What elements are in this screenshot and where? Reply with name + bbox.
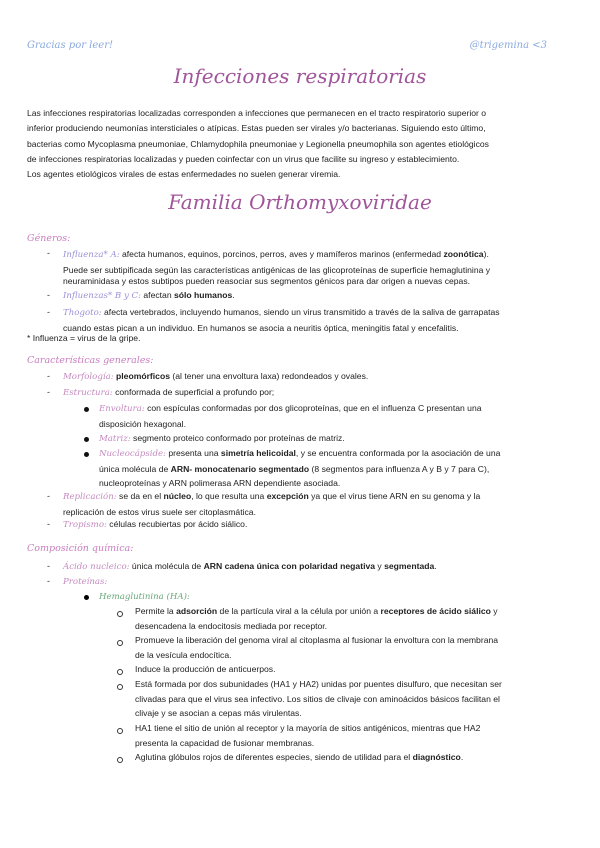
- intro-line: Las infecciones respiratorias localizadas corresponden a infecciones que permanecen en el tracto respiratorio superior o: [27, 108, 487, 118]
- circle-bullet: [117, 640, 123, 646]
- tropismo-label: Tropismo:: [63, 520, 107, 530]
- dash-bullet: -: [47, 387, 50, 397]
- header-left-note: Gracias por leer!: [27, 40, 114, 51]
- morfologia-label: Morfología:: [63, 372, 114, 382]
- acido-nucleico-item: Ácido nucleico: única molécula de ARN cadena única con polaridad negativa y segmentada.: [63, 561, 437, 572]
- intro-line: de infecciones respiratorias localizadas y pueden coinfectar con un virus que facilite su ingreso y establecimiento.: [27, 153, 460, 164]
- thogoto-item: Thogoto: afecta vertebrados, incluyendo humanos, siendo un virus transmitido a través de la saliva de garrapatas cuando estas pican a un individuo. En humanos se asocia a neuritis óptica, meningitis fatal y encefalitis.: [63, 307, 500, 333]
- influenza-footnote: * Influenza = virus de la gripe.: [27, 333, 141, 343]
- tropismo-item: Tropismo: células recubiertas por ácido siálico.: [63, 519, 248, 530]
- matriz-item: Matriz: segmento proteico conformado por proteínas de matriz.: [99, 433, 345, 444]
- influenza-bc-label: Influenzas* B y C:: [63, 291, 142, 301]
- circle-bullet: [117, 728, 123, 734]
- matriz-label: Matriz:: [99, 434, 131, 444]
- header-author-handle: @trigemina <3: [469, 40, 547, 51]
- caracteristicas-heading: Características generales:: [27, 355, 154, 366]
- proteinas-item: [63, 574, 107, 590]
- dash-bullet: -: [47, 576, 50, 586]
- envoltura-item: Envoltura: con espículas conformadas por dos glicoproteínas, que en el influenza C presentan una disposición hexagonal.: [99, 403, 482, 429]
- estructura-label: Estructura:: [63, 388, 113, 398]
- influenza-a-label: Influenza* A:: [63, 250, 120, 260]
- morfologia-item: Morfología: pleomórficos (al tener una envoltura laxa) redondeados y ovales.: [63, 371, 369, 382]
- bullet-dot: [84, 407, 89, 412]
- ha-sitios-item: HA1 tiene el sitio de unión al receptor y la mayoría de sitios antigénicos, mientras que HA2 presenta la capacidad de fusionar membranas.: [135, 723, 481, 748]
- replicacion-item: Replicación: se da en el núcleo, lo que resulta una excepción ya que el virus tiene ARN en su genoma y la replicación de estos virus suele ser citoplasmática.: [63, 491, 481, 517]
- dash-bullet: -: [47, 248, 50, 258]
- dash-bullet: -: [47, 491, 50, 501]
- envoltura-label: Envoltura:: [99, 404, 145, 414]
- influenza-a-item: Influenza* A: afecta humanos, equinos, porcinos, perros, aves y mamíferos marinos (enfermedad zoonótica). Puede ser subtipificada según las características antigénicas de las glicoproteínas de superficie hemaglutinina y neuraminidasa y estos subtipos pueden reasociar sus segmentos génicos para dar origen a nuevas cepas.: [63, 249, 491, 286]
- replicacion-label: Replicación:: [63, 492, 117, 502]
- proteinas-label: Proteínas:: [63, 577, 108, 587]
- hemaglutinina-label: Hemaglutinina (HA):: [99, 592, 190, 602]
- ha-aglutina-item: Aglutina glóbulos rojos de diferentes especies, siendo de utilidad para el diagnóstico.: [135, 752, 464, 762]
- ha-subunidades-item: Está formada por dos subunidades (HA1 y HA2) unidas por puentes disulfuro, que necesitan ser clivadas para que el virus sea infectivo. Los sitios de clivaje con aminoácidos básicos facilitan el clivaje y se asocian a cepas más virulentas.: [135, 679, 502, 718]
- bullet-dot: [84, 437, 89, 442]
- intro-line: inferior produciendo neumonías intersticiales o atípicas. Estas pueden ser virales y/o bacterianas. Siguiendo esto último,: [27, 123, 486, 134]
- dash-bullet: -: [47, 371, 50, 381]
- circle-bullet: [117, 684, 123, 690]
- circle-bullet: [117, 611, 123, 617]
- circle-bullet: [117, 757, 123, 763]
- acido-nucleico-label: Ácido nucleico:: [63, 562, 130, 572]
- intro-paragraph: [27, 106, 575, 182]
- ha-adsorcion-item: Permite la adsorción de la partícula viral a la célula por unión a receptores de ácido siálico y desencadena la endocitosis mediada por receptor.: [135, 606, 498, 631]
- hemaglutinina-item: [99, 589, 190, 605]
- thogoto-label: Thogoto:: [63, 308, 102, 318]
- dash-bullet: -: [47, 561, 50, 571]
- ha-fusion-item: Promueve la liberación del genoma viral al citoplasma al fusionar la envoltura con la membrana de la vesícula endocítica.: [135, 635, 499, 660]
- section-title: Familia Orthomyxoviridae: [168, 190, 432, 214]
- generos-heading: Géneros:: [27, 233, 71, 244]
- estructura-item: Estructura: conformada de superficial a profundo por;: [63, 387, 275, 398]
- page-title: Infecciones respiratorias: [173, 64, 427, 88]
- dash-bullet: -: [47, 519, 50, 529]
- intro-line: Los agentes etiológicos virales de estas enfermedades no suelen generar viremia.: [27, 169, 341, 180]
- influenza-bc-item: Influenzas* B y C: afectan sólo humanos.: [63, 290, 235, 301]
- dash-bullet: -: [47, 290, 50, 300]
- intro-line: bacterias como Mycoplasma pneumoniae, Chlamydophila pneumoniae y Legionella pneumophila son agentes etiológicos: [27, 138, 489, 149]
- dash-bullet: -: [47, 307, 50, 317]
- bullet-dot: [84, 452, 89, 457]
- nucleocapside-label: Nucleocápside:: [99, 449, 166, 459]
- circle-bullet: [117, 669, 123, 675]
- ha-anticuerpos-item: Induce la producción de anticuerpos.: [135, 664, 276, 674]
- nucleocapside-item: Nucleocápside: presenta una simetría helicoidal, y se encuentra conformada por la asociación de una única molécula de ARN- monocatenario segmentado (8 segmentos para influenza A y B y 7 para C), nucleoproteínas y ARN polimerasa ARN dependiente asociada.: [99, 448, 501, 488]
- composicion-heading: Composición química:: [27, 543, 134, 554]
- bullet-dot: [84, 595, 89, 600]
